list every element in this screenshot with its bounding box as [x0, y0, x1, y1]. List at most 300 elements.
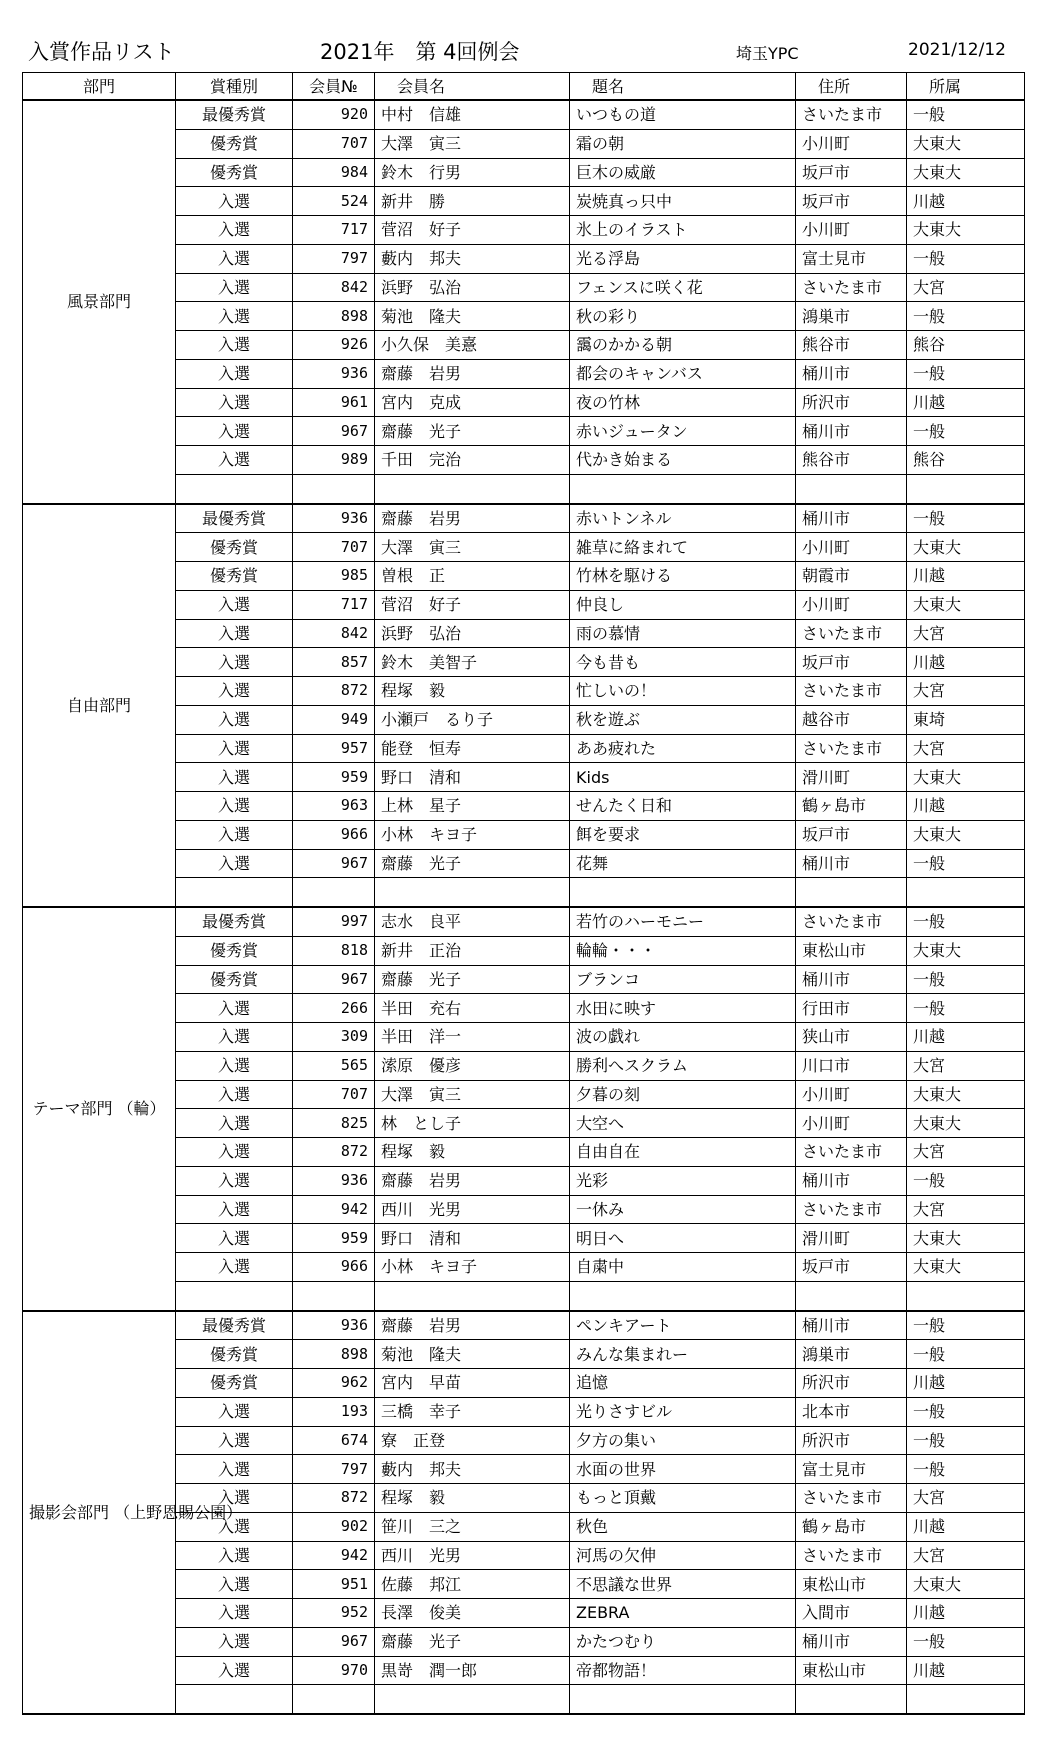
affiliation-cell: 大東大 [907, 936, 1025, 965]
member-name-cell: 黒嵜 潤一郎 [375, 1656, 570, 1685]
work-title-cell: 自由自在 [570, 1138, 796, 1167]
member-no-cell: 902 [293, 1512, 375, 1541]
member-name-cell: 野口 清和 [375, 763, 570, 792]
work-title-cell: ああ疲れた [570, 734, 796, 763]
residence-cell: 坂戸市 [796, 1253, 907, 1282]
award-cell: 入選 [176, 1080, 293, 1109]
member-no-cell: 797 [293, 1455, 375, 1484]
empty-cell [375, 1685, 570, 1714]
member-no-cell: 524 [293, 187, 375, 216]
work-title-cell: 竹林を駆ける [570, 562, 796, 591]
member-name-cell: 大澤 寅三 [375, 533, 570, 562]
member-name-cell: 鈴木 行男 [375, 158, 570, 187]
residence-cell: 鴻巣市 [796, 302, 907, 331]
award-cell: 入選 [176, 1484, 293, 1513]
affiliation-cell: 一般 [907, 244, 1025, 273]
residence-cell: 川口市 [796, 1051, 907, 1080]
affiliation-cell: 大東大 [907, 763, 1025, 792]
affiliation-cell: 大東大 [907, 533, 1025, 562]
member-no-cell: 565 [293, 1051, 375, 1080]
member-name-cell: 齋藤 岩男 [375, 504, 570, 533]
residence-cell: さいたま市 [796, 907, 907, 936]
award-cell: 入選 [176, 677, 293, 706]
award-cell: 入選 [176, 1541, 293, 1570]
affiliation-cell: 大東大 [907, 1109, 1025, 1138]
award-cell: 優秀賞 [176, 1340, 293, 1369]
work-title-cell: 今も昔も [570, 648, 796, 677]
column-header-work-title: 題名 [570, 73, 796, 101]
affiliation-cell: 大東大 [907, 820, 1025, 849]
affiliation-cell: 熊谷 [907, 446, 1025, 475]
residence-cell: 鶴ヶ島市 [796, 1512, 907, 1541]
residence-cell: さいたま市 [796, 1138, 907, 1167]
member-no-cell: 967 [293, 1627, 375, 1656]
header-row [23, 73, 1025, 101]
column-header-award: 賞種別 [176, 73, 293, 101]
empty-cell [375, 474, 570, 503]
affiliation-cell: 一般 [907, 1426, 1025, 1455]
work-title-cell: 若竹のハーモニー [570, 907, 796, 936]
table-body [23, 100, 1025, 1714]
club-name: 埼玉YPC [736, 44, 799, 63]
affiliation-cell: 一般 [907, 359, 1025, 388]
table-row [23, 504, 1025, 533]
work-title-cell: 靄のかかる朝 [570, 331, 796, 360]
residence-cell: 小川町 [796, 533, 907, 562]
member-name-cell: 林 とし子 [375, 1109, 570, 1138]
work-title-cell: 自粛中 [570, 1253, 796, 1282]
empty-cell [176, 1281, 293, 1310]
empty-cell [570, 1685, 796, 1714]
affiliation-cell: 川越 [907, 1656, 1025, 1685]
member-no-cell: 825 [293, 1109, 375, 1138]
work-title-cell: 明日へ [570, 1224, 796, 1253]
affiliation-cell: 一般 [907, 1311, 1025, 1340]
residence-cell: 桶川市 [796, 417, 907, 446]
member-name-cell: 宮内 早苗 [375, 1369, 570, 1398]
member-name-cell: 長澤 俊美 [375, 1599, 570, 1628]
residence-cell: さいたま市 [796, 734, 907, 763]
member-no-cell: 266 [293, 994, 375, 1023]
member-no-cell: 959 [293, 763, 375, 792]
work-title-cell: 炭焼真っ只中 [570, 187, 796, 216]
member-no-cell: 872 [293, 1484, 375, 1513]
empty-cell [907, 878, 1025, 907]
affiliation-cell: 一般 [907, 965, 1025, 994]
award-cell: 入選 [176, 705, 293, 734]
residence-cell: 鴻巣市 [796, 1340, 907, 1369]
residence-cell: 桶川市 [796, 504, 907, 533]
work-title-cell: 仲良し [570, 590, 796, 619]
award-cell: 入選 [176, 1253, 293, 1282]
empty-cell [293, 474, 375, 503]
member-name-cell: 半田 洋一 [375, 1023, 570, 1052]
member-name-cell: 志水 良平 [375, 907, 570, 936]
member-no-cell: 967 [293, 849, 375, 878]
affiliation-cell: 川越 [907, 1599, 1025, 1628]
empty-cell [570, 474, 796, 503]
award-cell: 入選 [176, 734, 293, 763]
work-title-cell: もっと頂戴 [570, 1484, 796, 1513]
award-cell: 最優秀賞 [176, 1311, 293, 1340]
column-header-member-name: 会員名 [375, 73, 570, 101]
affiliation-cell: 大東大 [907, 1570, 1025, 1599]
work-title-cell: 赤いジュータン [570, 417, 796, 446]
member-name-cell: 能登 恒寿 [375, 734, 570, 763]
work-title-cell: 水面の世界 [570, 1455, 796, 1484]
residence-cell: 坂戸市 [796, 820, 907, 849]
residence-cell: さいたま市 [796, 273, 907, 302]
member-name-cell: 小久保 美憙 [375, 331, 570, 360]
member-name-cell: 大澤 寅三 [375, 1080, 570, 1109]
affiliation-cell: 東埼 [907, 705, 1025, 734]
member-name-cell: 新井 勝 [375, 187, 570, 216]
member-name-cell: 程塚 毅 [375, 677, 570, 706]
residence-cell: 小川町 [796, 1109, 907, 1138]
residence-cell: 富士見市 [796, 244, 907, 273]
member-no-cell: 966 [293, 820, 375, 849]
award-cell: 入選 [176, 1051, 293, 1080]
residence-cell: 桶川市 [796, 1166, 907, 1195]
member-no-cell: 984 [293, 158, 375, 187]
residence-cell: 熊谷市 [796, 446, 907, 475]
empty-cell [176, 878, 293, 907]
member-no-cell: 951 [293, 1570, 375, 1599]
award-cell: 入選 [176, 820, 293, 849]
award-cell: 入選 [176, 792, 293, 821]
division-cell: 風景部門 [23, 100, 176, 504]
award-cell: 最優秀賞 [176, 907, 293, 936]
work-title-cell: 秋を遊ぶ [570, 705, 796, 734]
residence-cell: 坂戸市 [796, 648, 907, 677]
member-no-cell: 898 [293, 302, 375, 331]
member-name-cell: 西川 光男 [375, 1541, 570, 1570]
empty-cell [907, 1685, 1025, 1714]
member-no-cell: 949 [293, 705, 375, 734]
empty-cell [293, 1281, 375, 1310]
work-title-cell: 夕方の集い [570, 1426, 796, 1455]
member-name-cell: 曽根 正 [375, 562, 570, 591]
residence-cell: さいたま市 [796, 100, 907, 129]
work-title-cell: 河馬の欠伸 [570, 1541, 796, 1570]
empty-cell [293, 1685, 375, 1714]
award-cell: 入選 [176, 1570, 293, 1599]
affiliation-cell: 一般 [907, 302, 1025, 331]
affiliation-cell: 大東大 [907, 158, 1025, 187]
residence-cell: 坂戸市 [796, 158, 907, 187]
award-cell: 優秀賞 [176, 129, 293, 158]
residence-cell: 東松山市 [796, 936, 907, 965]
member-no-cell: 952 [293, 1599, 375, 1628]
affiliation-cell: 一般 [907, 504, 1025, 533]
award-cell: 入選 [176, 446, 293, 475]
affiliation-cell: 川越 [907, 1369, 1025, 1398]
affiliation-cell: 大宮 [907, 273, 1025, 302]
work-title-cell: 光りさすビル [570, 1397, 796, 1426]
affiliation-cell: 大宮 [907, 1051, 1025, 1080]
column-header-residence: 住所 [796, 73, 907, 101]
award-cell: 入選 [176, 1627, 293, 1656]
empty-cell [796, 1281, 907, 1310]
work-title-cell: 夕暮の刻 [570, 1080, 796, 1109]
work-title-cell: 霜の朝 [570, 129, 796, 158]
residence-cell: 小川町 [796, 1080, 907, 1109]
affiliation-cell: 大東大 [907, 590, 1025, 619]
work-title-cell: 氷上のイラスト [570, 216, 796, 245]
member-name-cell: 佐藤 邦江 [375, 1570, 570, 1599]
award-cell: 入選 [176, 994, 293, 1023]
residence-cell: 所沢市 [796, 1426, 907, 1455]
award-cell: 入選 [176, 1195, 293, 1224]
residence-cell: さいたま市 [796, 1195, 907, 1224]
table-header [23, 73, 1025, 101]
residence-cell: 越谷市 [796, 705, 907, 734]
member-no-cell: 967 [293, 965, 375, 994]
affiliation-cell: 川越 [907, 792, 1025, 821]
affiliation-cell: 一般 [907, 1397, 1025, 1426]
table-row [23, 1311, 1025, 1340]
work-title-cell: 餌を要求 [570, 820, 796, 849]
award-cell: 入選 [176, 619, 293, 648]
award-cell: 最優秀賞 [176, 100, 293, 129]
member-no-cell: 989 [293, 446, 375, 475]
affiliation-cell: 一般 [907, 907, 1025, 936]
affiliation-cell: 大宮 [907, 1484, 1025, 1513]
table-row [23, 100, 1025, 129]
member-no-cell: 842 [293, 619, 375, 648]
member-no-cell: 717 [293, 590, 375, 619]
table-row [23, 907, 1025, 936]
work-title-cell: 不思議な世界 [570, 1570, 796, 1599]
award-cell: 入選 [176, 590, 293, 619]
member-no-cell: 970 [293, 1656, 375, 1685]
award-cell: 入選 [176, 273, 293, 302]
member-no-cell: 961 [293, 388, 375, 417]
work-title-cell: 水田に映す [570, 994, 796, 1023]
work-title-cell: ブランコ [570, 965, 796, 994]
division-cell: 自由部門 [23, 504, 176, 908]
member-no-cell: 962 [293, 1369, 375, 1398]
member-no-cell: 797 [293, 244, 375, 273]
member-no-cell: 959 [293, 1224, 375, 1253]
residence-cell: 小川町 [796, 129, 907, 158]
work-title-cell: 赤いトンネル [570, 504, 796, 533]
award-cell: 入選 [176, 648, 293, 677]
residence-cell: 所沢市 [796, 388, 907, 417]
work-title-cell: 光彩 [570, 1166, 796, 1195]
residence-cell: 東松山市 [796, 1656, 907, 1685]
member-name-cell: 西川 光男 [375, 1195, 570, 1224]
member-no-cell: 309 [293, 1023, 375, 1052]
empty-cell [570, 878, 796, 907]
affiliation-cell: 一般 [907, 1166, 1025, 1195]
award-cell: 最優秀賞 [176, 504, 293, 533]
residence-cell: 桶川市 [796, 849, 907, 878]
member-name-cell: 菅沼 好子 [375, 590, 570, 619]
work-title-cell: いつもの道 [570, 100, 796, 129]
affiliation-cell: 大宮 [907, 1195, 1025, 1224]
award-cell: 優秀賞 [176, 533, 293, 562]
member-name-cell: 宮内 克成 [375, 388, 570, 417]
work-title-cell: みんな集まれー [570, 1340, 796, 1369]
member-no-cell: 967 [293, 417, 375, 446]
meeting-date: 2021/12/12 [908, 40, 1006, 60]
member-name-cell: 齋藤 岩男 [375, 359, 570, 388]
residence-cell: さいたま市 [796, 1541, 907, 1570]
member-no-cell: 963 [293, 792, 375, 821]
residence-cell: 小川町 [796, 216, 907, 245]
empty-cell [907, 474, 1025, 503]
affiliation-cell: 川越 [907, 1512, 1025, 1541]
member-name-cell: 溹原 優彦 [375, 1051, 570, 1080]
work-title-cell: 輪輪・・・ [570, 936, 796, 965]
empty-cell [375, 1281, 570, 1310]
member-no-cell: 707 [293, 533, 375, 562]
work-title-cell: せんたく日和 [570, 792, 796, 821]
residence-cell: 行田市 [796, 994, 907, 1023]
member-name-cell: 小林 キヨ子 [375, 820, 570, 849]
residence-cell: 富士見市 [796, 1455, 907, 1484]
work-title-cell: 都会のキャンバス [570, 359, 796, 388]
work-title-cell: 大空へ [570, 1109, 796, 1138]
residence-cell: 狭山市 [796, 1023, 907, 1052]
member-name-cell: 野口 清和 [375, 1224, 570, 1253]
work-title-cell: ペンキアート [570, 1311, 796, 1340]
work-title-cell: Kids [570, 763, 796, 792]
member-name-cell: 浜野 弘治 [375, 619, 570, 648]
residence-cell: さいたま市 [796, 1484, 907, 1513]
award-cell: 優秀賞 [176, 562, 293, 591]
work-title-cell: 雨の慕情 [570, 619, 796, 648]
affiliation-cell: 大東大 [907, 1253, 1025, 1282]
member-no-cell: 717 [293, 216, 375, 245]
residence-cell: 所沢市 [796, 1369, 907, 1398]
empty-cell [907, 1281, 1025, 1310]
residence-cell: 滑川町 [796, 1224, 907, 1253]
affiliation-cell: 熊谷 [907, 331, 1025, 360]
member-no-cell: 707 [293, 129, 375, 158]
member-name-cell: 程塚 毅 [375, 1138, 570, 1167]
work-title-cell: 光る浮島 [570, 244, 796, 273]
affiliation-cell: 一般 [907, 994, 1025, 1023]
award-cell: 入選 [176, 388, 293, 417]
affiliation-cell: 大宮 [907, 1541, 1025, 1570]
award-cell: 入選 [176, 1512, 293, 1541]
work-title-cell: 秋の彩り [570, 302, 796, 331]
member-no-cell: 936 [293, 359, 375, 388]
member-no-cell: 842 [293, 273, 375, 302]
member-name-cell: 菊池 隆夫 [375, 1340, 570, 1369]
member-name-cell: 藪内 邦夫 [375, 1455, 570, 1484]
award-cell: 入選 [176, 1166, 293, 1195]
affiliation-cell: 一般 [907, 1455, 1025, 1484]
member-no-cell: 872 [293, 1138, 375, 1167]
residence-cell: 小川町 [796, 590, 907, 619]
empty-cell [796, 878, 907, 907]
affiliation-cell: 一般 [907, 1627, 1025, 1656]
member-no-cell: 818 [293, 936, 375, 965]
award-cell: 入選 [176, 1599, 293, 1628]
award-list-table [22, 72, 1025, 1715]
work-title-cell: ZEBRA [570, 1599, 796, 1628]
member-name-cell: 笹川 三之 [375, 1512, 570, 1541]
member-no-cell: 936 [293, 1166, 375, 1195]
member-no-cell: 193 [293, 1397, 375, 1426]
member-name-cell: 新井 正治 [375, 936, 570, 965]
member-name-cell: 寮 正登 [375, 1426, 570, 1455]
affiliation-cell: 大宮 [907, 677, 1025, 706]
award-cell: 入選 [176, 1109, 293, 1138]
division-cell: テーマ部門 （輪） [23, 907, 176, 1311]
member-name-cell: 大澤 寅三 [375, 129, 570, 158]
work-title-cell: 帝都物語！ [570, 1656, 796, 1685]
residence-cell: 鶴ヶ島市 [796, 792, 907, 821]
residence-cell: 滑川町 [796, 763, 907, 792]
affiliation-cell: 大東大 [907, 129, 1025, 158]
member-no-cell: 857 [293, 648, 375, 677]
award-cell: 入選 [176, 417, 293, 446]
member-name-cell: 鈴木 美智子 [375, 648, 570, 677]
award-cell: 入選 [176, 849, 293, 878]
member-no-cell: 985 [293, 562, 375, 591]
residence-cell: 北本市 [796, 1397, 907, 1426]
affiliation-cell: 大東大 [907, 1080, 1025, 1109]
empty-cell [176, 474, 293, 503]
award-cell: 入選 [176, 302, 293, 331]
award-cell: 入選 [176, 1656, 293, 1685]
residence-cell: 朝霞市 [796, 562, 907, 591]
award-cell: 入選 [176, 1023, 293, 1052]
member-name-cell: 千田 完治 [375, 446, 570, 475]
column-header-member-no: 会員№ [293, 73, 375, 101]
member-no-cell: 872 [293, 677, 375, 706]
work-title-cell: 代かき始まる [570, 446, 796, 475]
member-no-cell: 942 [293, 1541, 375, 1570]
member-no-cell: 926 [293, 331, 375, 360]
member-no-cell: 674 [293, 1426, 375, 1455]
work-title-cell: 夜の竹林 [570, 388, 796, 417]
residence-cell: 桶川市 [796, 1311, 907, 1340]
member-name-cell: 上林 星子 [375, 792, 570, 821]
residence-cell: 桶川市 [796, 1627, 907, 1656]
member-name-cell: 菅沼 好子 [375, 216, 570, 245]
affiliation-cell: 一般 [907, 1340, 1025, 1369]
member-no-cell: 707 [293, 1080, 375, 1109]
work-title-cell: 巨木の威厳 [570, 158, 796, 187]
empty-cell [796, 474, 907, 503]
award-cell: 優秀賞 [176, 965, 293, 994]
work-title-cell: 勝利へスクラム [570, 1051, 796, 1080]
affiliation-cell: 大東大 [907, 1224, 1025, 1253]
affiliation-cell: 大宮 [907, 619, 1025, 648]
member-no-cell: 997 [293, 907, 375, 936]
affiliation-cell: 大東大 [907, 216, 1025, 245]
member-name-cell: 小林 キヨ子 [375, 1253, 570, 1282]
member-no-cell: 920 [293, 100, 375, 129]
residence-cell: 桶川市 [796, 965, 907, 994]
award-cell: 入選 [176, 1426, 293, 1455]
residence-cell: 坂戸市 [796, 187, 907, 216]
member-name-cell: 菊池 隆夫 [375, 302, 570, 331]
work-title-cell: 一休み [570, 1195, 796, 1224]
page-header [0, 36, 1047, 66]
award-cell: 入選 [176, 1138, 293, 1167]
empty-cell [570, 1281, 796, 1310]
work-title-cell: 波の戯れ [570, 1023, 796, 1052]
affiliation-cell: 川越 [907, 648, 1025, 677]
member-name-cell: 齋藤 岩男 [375, 1166, 570, 1195]
affiliation-cell: 大宮 [907, 734, 1025, 763]
